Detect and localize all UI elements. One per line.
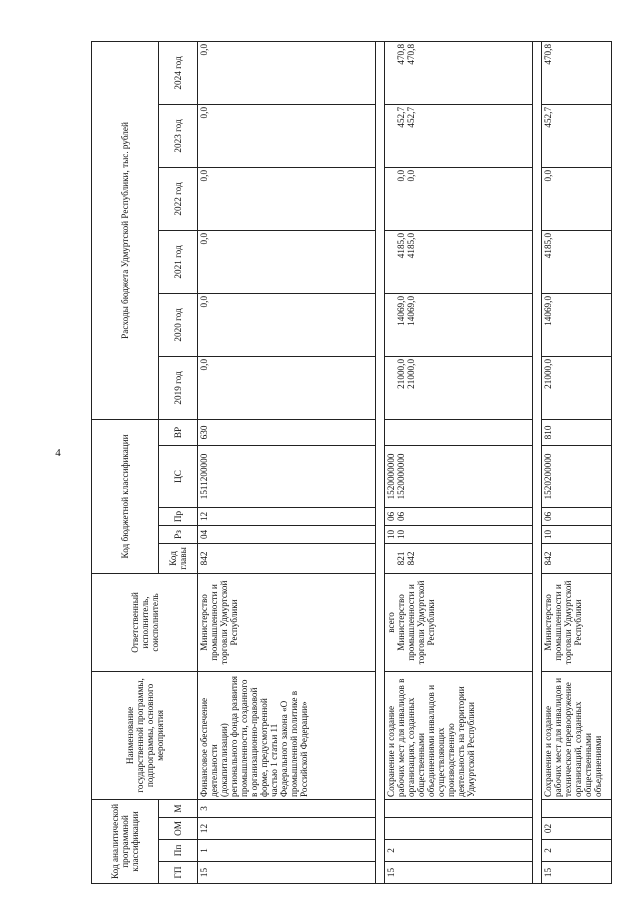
cell-om: 12 xyxy=(198,818,376,840)
cell-2023: 452,7 xyxy=(542,104,612,167)
cell-2022: 0,0 0,0 xyxy=(385,167,533,230)
header-pp: Пп xyxy=(159,840,198,862)
cell-m xyxy=(385,799,533,817)
cell-rz: 04 xyxy=(198,525,376,543)
table-row xyxy=(385,41,533,883)
cell-2022: 0,0 xyxy=(542,167,612,230)
cell-2023: 0,0 xyxy=(198,104,376,167)
header-2019: 2019 год xyxy=(159,356,198,419)
cell-pr: 12 xyxy=(198,507,376,525)
header-2021: 2021 год xyxy=(159,230,198,293)
cell-2019: 21000,0 21000,0 xyxy=(385,356,533,419)
cell-2024: 470,8 470,8 xyxy=(385,41,533,104)
cell-name: Сохранение и создание рабочих мест для инвалидов в организациях, созданных общественными объединениями инвалидов и осуществляющих производственную деятельность на территории Удмуртской Республики xyxy=(385,671,533,799)
cell-rz: 10 10 xyxy=(385,525,533,543)
cell-2020: 14069,0 14069,0 xyxy=(385,293,533,356)
cell-2021: 4185,0 xyxy=(542,230,612,293)
header-vr: ВР xyxy=(159,419,198,445)
cell-vr: 810 xyxy=(542,419,612,445)
cell-pr: 06 xyxy=(542,507,612,525)
cell-2021: 4185,0 4185,0 xyxy=(385,230,533,293)
header-2024: 2024 год xyxy=(159,41,198,104)
cell-pp: 2 xyxy=(385,840,533,862)
header-name: Наименование государственной программы, подпрограммы, основного мероприятия xyxy=(92,671,198,799)
cell-name: Финансовое обеспечение деятельности (докапитализации) регионального фонда развития промышленности, созданного в организационно-правовой форме, предусмотренной частью 1 статьи 11 Федерального закона «О промышленной политике в Российской Федерации» xyxy=(198,671,376,799)
row-separator xyxy=(533,41,542,883)
cell-gp: 15 xyxy=(198,862,376,884)
cell-m xyxy=(542,799,612,817)
cell-vr: 630 xyxy=(198,419,376,445)
header-cs: ЦС xyxy=(159,445,198,507)
page-number: 4 xyxy=(55,447,61,459)
table-row xyxy=(198,41,376,883)
header-expenses: Расходы бюджета Удмуртской Республики, тыс. рублей xyxy=(92,41,159,419)
cell-pp: 1 xyxy=(198,840,376,862)
header-2020: 2020 год xyxy=(159,293,198,356)
cell-rz: 10 xyxy=(542,525,612,543)
cell-cs: 1520000000 1520000000 xyxy=(385,445,533,507)
cell-kod-glavy: 842 xyxy=(198,543,376,573)
cell-2022: 0,0 xyxy=(198,167,376,230)
header-kod-glavy: Код главы xyxy=(159,543,198,573)
cell-2024: 0,0 xyxy=(198,41,376,104)
cell-om xyxy=(385,818,533,840)
cell-2019: 21000,0 xyxy=(542,356,612,419)
cell-pr: 06 06 xyxy=(385,507,533,525)
cell-2023: 452,7 452,7 xyxy=(385,104,533,167)
row-separator-cell xyxy=(376,41,385,883)
header-analytic-code: Код аналитической программной классификации xyxy=(92,799,159,883)
cell-kod-glavy: 842 xyxy=(542,543,612,573)
cell-2021: 0,0 xyxy=(198,230,376,293)
cell-responsible: Министерство промышленности и торговли Удмуртской Республики xyxy=(542,573,612,671)
cell-2020: 0,0 xyxy=(198,293,376,356)
budget-table xyxy=(91,41,612,884)
header-gp: ГП xyxy=(159,862,198,884)
cell-pp: 2 xyxy=(542,840,612,862)
cell-om: 02 xyxy=(542,818,612,840)
row-separator-cell xyxy=(533,41,542,883)
cell-gp: 15 xyxy=(542,862,612,884)
cell-m: 3 xyxy=(198,799,376,817)
header-m: М xyxy=(159,799,198,817)
header-rz: Рз xyxy=(159,525,198,543)
header-2023: 2023 год xyxy=(159,104,198,167)
header-pr: Пр xyxy=(159,507,198,525)
cell-gp: 15 xyxy=(385,862,533,884)
header-budget-code: Код бюджетной классификации xyxy=(92,419,159,573)
header-om: ОМ xyxy=(159,818,198,840)
header-responsible: Ответственный исполнитель, соисполнитель xyxy=(92,573,198,671)
cell-vr xyxy=(385,419,533,445)
rotated-table-container xyxy=(91,42,632,884)
cell-name: Сохранение и создание рабочих мест для инвалидов и техническое перевооружение организаций, созданных общественными объединениями xyxy=(542,671,612,799)
cell-2024: 470,8 xyxy=(542,41,612,104)
cell-2019: 0,0 xyxy=(198,356,376,419)
cell-cs: 1511200000 xyxy=(198,445,376,507)
header-2022: 2022 год xyxy=(159,167,198,230)
header-row-1 xyxy=(92,41,159,883)
row-separator xyxy=(376,41,385,883)
cell-responsible: Министерство промышленности и торговли Удмуртской Республики xyxy=(198,573,376,671)
cell-cs: 1520200000 xyxy=(542,445,612,507)
cell-2020: 14069,0 xyxy=(542,293,612,356)
cell-responsible: всего Министерство промышленности и торговли Удмуртской Республики xyxy=(385,573,533,671)
cell-kod-glavy: 821 842 xyxy=(385,543,533,573)
table-row xyxy=(542,41,612,883)
